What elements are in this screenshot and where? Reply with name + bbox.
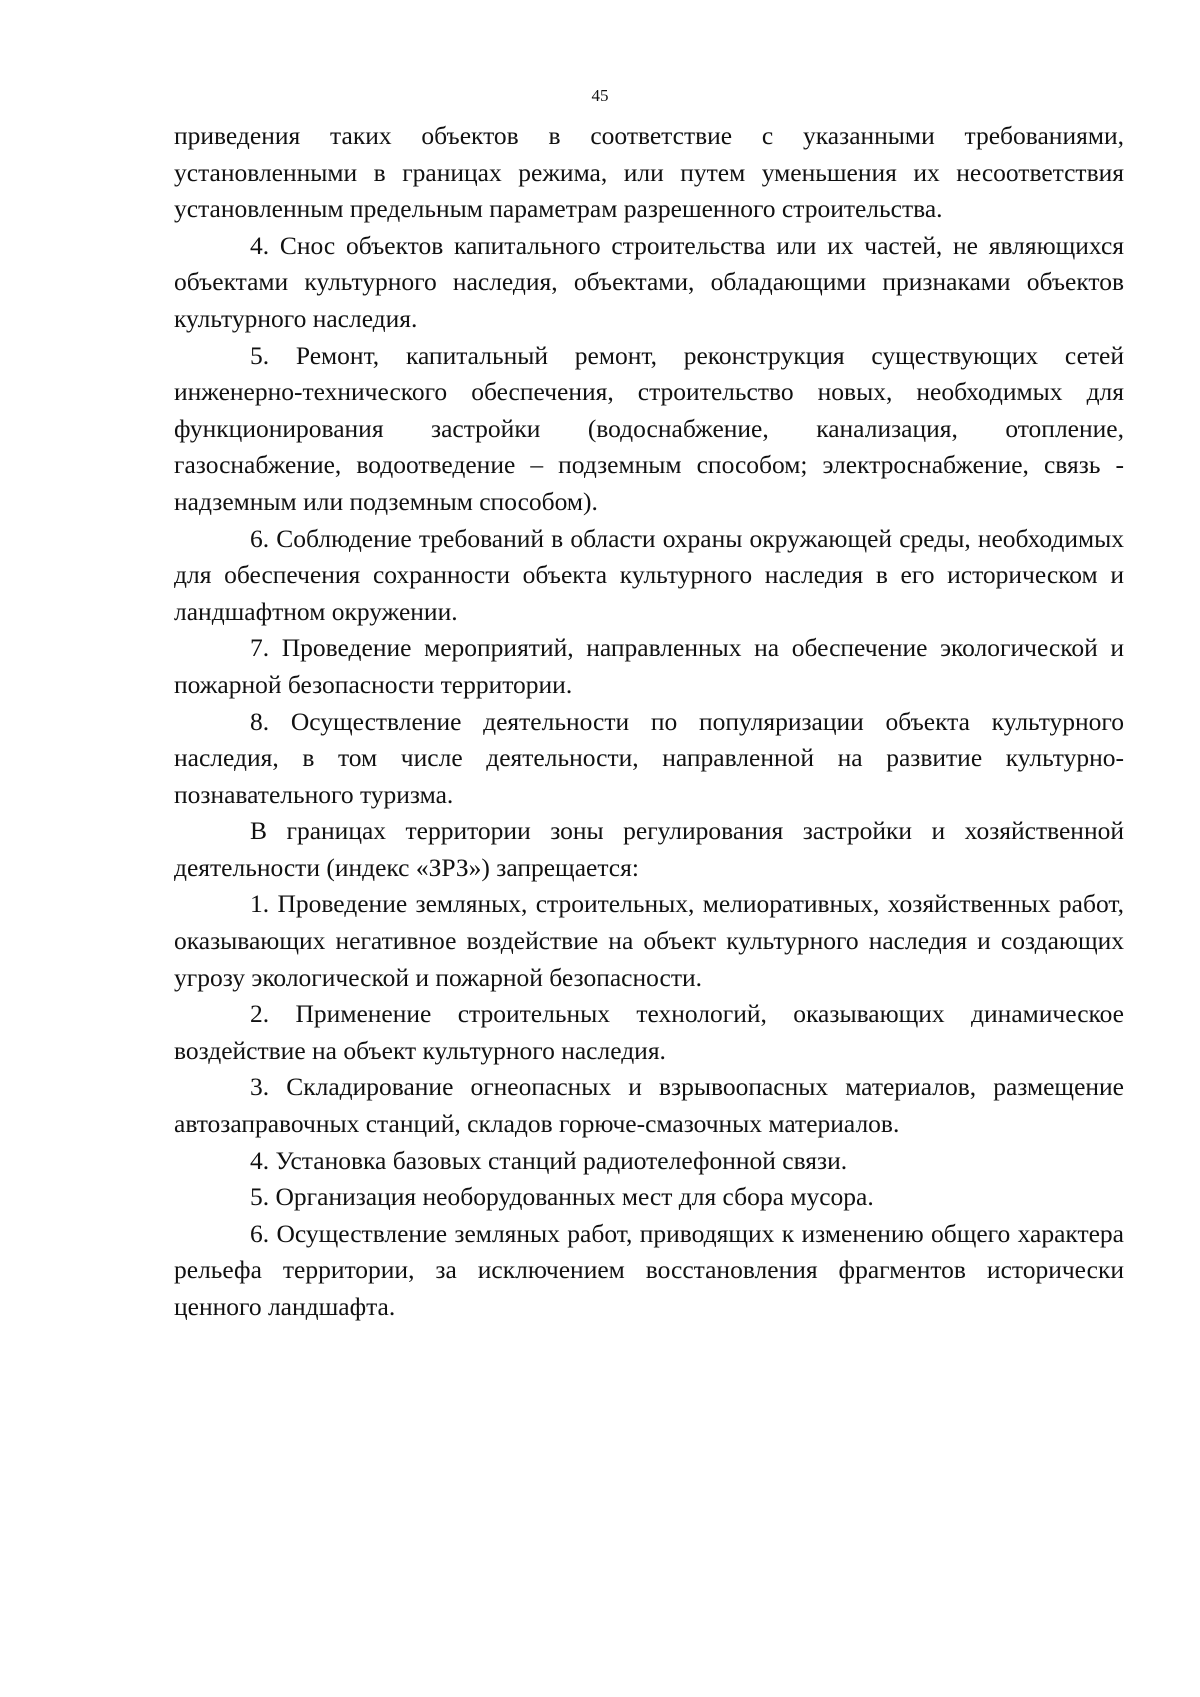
paragraph-item-4-demolition: 4. Снос объектов капитального строительства или их частей, не являющихся объектами культурного наследия, объектами, обладающими признаками объектов культурного наследия. xyxy=(174,230,1124,333)
paragraph-prohibition-3: 3. Складирование огнеопасных и взрывоопасных материалов, размещение автозаправочных станций, складов горюче-смазочных материалов. xyxy=(174,1072,1124,1139)
paragraph-prohibition-2: 2. Применение строительных технологий, оказывающих динамическое воздействие на объект культурного наследия. xyxy=(174,999,1124,1065)
paragraph-item-8-popularization: 8. Осуществление деятельности по популяризации объекта культурного наследия, в том числе деятельности, направленной на развитие культурно-познавательного туризма. xyxy=(174,706,1124,809)
paragraph-zrz-prohibitions-intro: В границах территории зоны регулирования застройки и хозяйственной деятельности (индекс «ЗРЗ») запрещается: xyxy=(174,816,1124,882)
paragraph-prohibition-1: 1. Проведение земляных, строительных, мелиоративных, хозяйственных работ, оказывающих негативное воздействие на объект культурного наследия и создающих угрозу экологической и пожарной безопасности. xyxy=(174,889,1124,992)
paragraph-item-6-environment: 6. Соблюдение требований в области охраны окружающей среды, необходимых для обеспечения сохранности объекта культурного наследия в его историческом и ландшафтном окружении. xyxy=(174,523,1124,626)
paragraph-item-7-safety: 7. Проведение мероприятий, направленных на обеспечение экологической и пожарной безопасности территории. xyxy=(174,633,1124,699)
paragraph-prohibition-4: 4. Установка базовых станций радиотелефонной связи. xyxy=(250,1145,848,1175)
paragraph-prohibition-5: 5. Организация необорудованных мест для сбора мусора. xyxy=(250,1182,874,1212)
paragraph-prohibition-6: 6. Осуществление земляных работ, приводящих к изменению общего характера рельефа территории, за исключением восстановления фрагментов исторически ценного ландшафта. xyxy=(174,1218,1124,1321)
document-body xyxy=(174,118,1124,1326)
page-number: 45 xyxy=(591,86,609,105)
paragraph-item-5-networks: 5. Ремонт, капитальный ремонт, реконструкция существующих сетей инженерно-технического обеспечения, строительство новых, необходимых для функционирования застройки (водоснабжение, канализация, отопление, газоснабжение, водоотведение – подземным способом; электроснабжение, связь - надземным или подземным способом). xyxy=(174,340,1124,516)
paragraph-continuation: приведения таких объектов в соответствие с указанными требованиями, установленными в границах режима, или путем уменьшения их несоответствия установленным предельным параметрам разрешенного строительства. xyxy=(174,121,1124,224)
